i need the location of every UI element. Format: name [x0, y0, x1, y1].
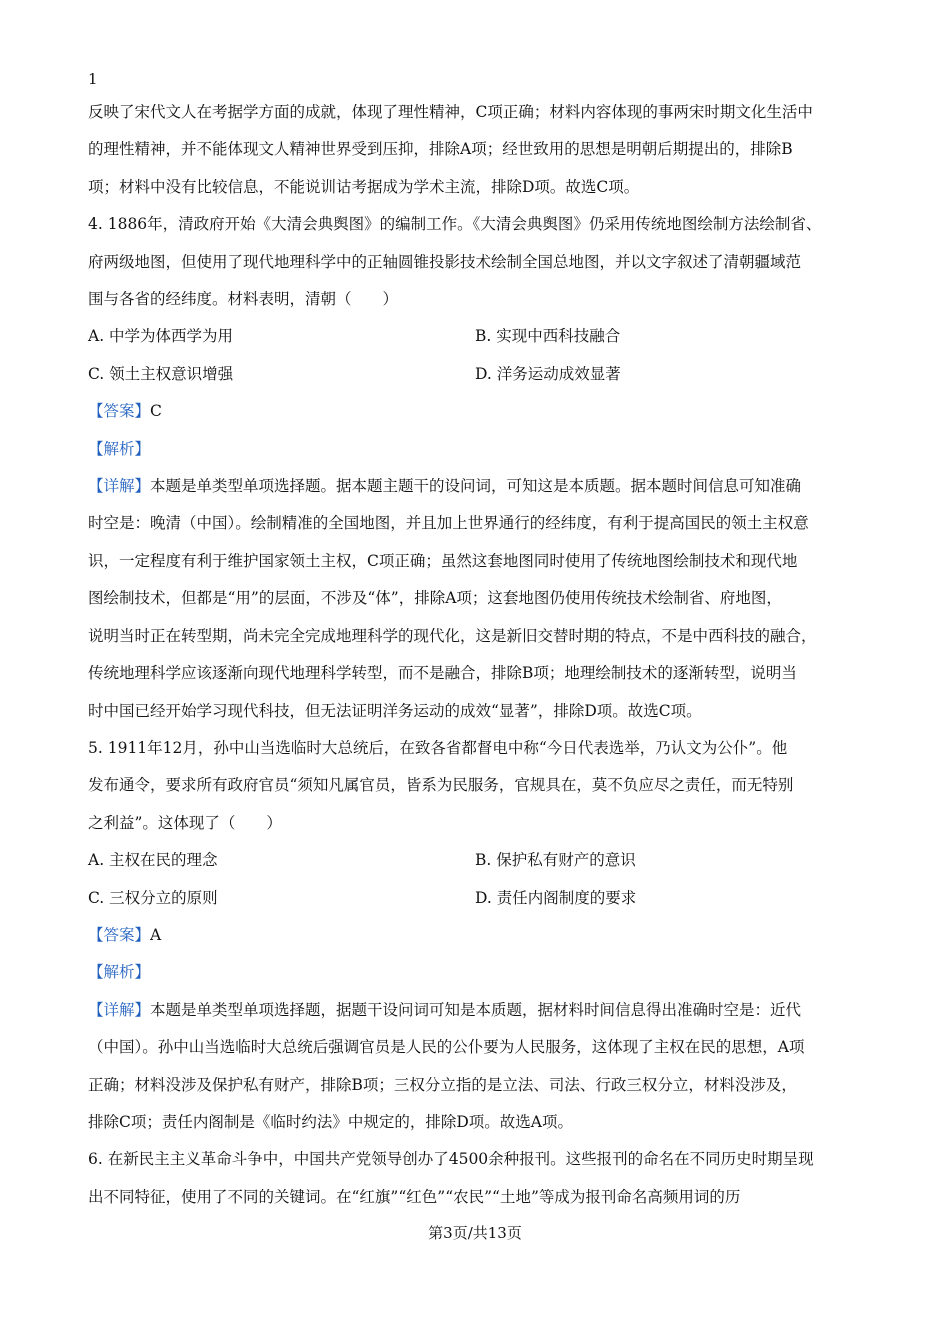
q5-options-row-2 — [88, 880, 868, 917]
answer-value: C — [150, 402, 162, 421]
q5-detail-line: 排除C项；责任内阁制是《临时约法》中规定的，排除D项。故选A项。 — [88, 1112, 573, 1131]
q3-analysis-line: 反映了宋代文人在考据学方面的成就，体现了理性精神，C项正确；材料内容体现的事两宋时期文化生活中 — [88, 103, 813, 121]
q6-stem-line: 出不同特征，使用了不同的关键词。在“红旗”“红色”“农民”“土地”等成为报刊命名高频用词的历 — [88, 1187, 741, 1206]
analysis-tag: 【解析】 — [88, 439, 151, 458]
answer-tag: 【答案】 — [88, 925, 151, 944]
q5-option-d: D. 责任内阁制度的要求 — [475, 888, 637, 907]
q4-options-row-2 — [88, 356, 868, 393]
detail-text: 本题是单类型单项选择题。据本题主题干的设问词，可知这是本质题。据本题时间信息可知准确 — [150, 477, 802, 496]
q4-options-row-1 — [88, 318, 868, 355]
q5-analysis-heading — [88, 954, 868, 991]
q4-analysis-heading — [88, 431, 868, 468]
answer-tag: 【答案】 — [88, 402, 151, 421]
page-marker: 1 — [88, 70, 98, 88]
q5-detail-line — [88, 992, 868, 1029]
q3-analysis-line: 的理性精神，并不能体现文人精神世界受到压抑，排除A项；经世致用的思想是明朝后期提出的，排除B — [88, 140, 793, 159]
q4-detail-line: 说明当时正在转型期，尚未完全完成地理科学的现代化，这是新旧交替时期的特点，不是中西科技的融合， — [88, 626, 817, 645]
q3-analysis-line: 项；材料中没有比较信息，不能说训诂考据成为学术主流，排除D项。故选C项。 — [88, 177, 640, 196]
q6-stem-line: 6. 在新民主主义革命斗争中，中国共产党领导创办了4500余种报刊。这些报刊的命名在不同历史时期呈现 — [88, 1150, 814, 1169]
q5-option-b: B. 保护私有财产的意识 — [475, 851, 636, 870]
q4-option-a: A. 中学为体西学为用 — [88, 327, 234, 346]
q4-detail-line — [88, 468, 868, 505]
q4-detail-line: 识，一定程度有利于维护国家领土主权，C项正确；虽然这套地图同时使用了传统地图绘制技术和现代地 — [88, 551, 798, 570]
q5-stem-line: 之利益”。这体现了（ ） — [88, 813, 282, 832]
analysis-tag: 【解析】 — [88, 963, 151, 982]
q5-option-c: C. 三权分立的原则 — [88, 888, 218, 907]
q4-stem-line: 府两级地图，但使用了现代地理科学中的正轴圆锥投影技术绘制全国总地图，并以文字叙述了清朝疆域范 — [88, 252, 802, 271]
q5-detail-line: （中国）。孙中山当选临时大总统后强调官员是人民的公仆要为人民服务，这体现了主权在民的思想，A项 — [88, 1038, 805, 1057]
q5-answer — [88, 917, 868, 954]
answer-value: A — [150, 925, 162, 944]
q4-option-c: C. 领土主权意识增强 — [88, 364, 234, 383]
detail-text: 本题是单类型单项选择题，据题干设问词可知是本质题，据材料时间信息得出准确时空是：近代 — [150, 1000, 802, 1019]
q4-detail-line: 时中国已经开始学习现代科技，但无法证明洋务运动的成效“显著”，排除D项。故选C项。 — [88, 701, 702, 720]
q5-stem-line: 发布通令，要求所有政府官员“须知凡属官员，皆系为民服务，官规具在，莫不负应尽之责任，而无特别 — [88, 776, 794, 795]
q5-detail-line: 正确；材料没涉及保护私有财产，排除B项；三权分立指的是立法、司法、行政三权分立，材料没涉及， — [88, 1075, 797, 1094]
q5-stem-line: 5. 1911年12月，孙中山当选临时大总统后，在致各省都督电中称“今日代表选举，乃认文为公仆”。他 — [88, 738, 788, 757]
q4-stem-line: 围与各省的经纬度。材料表明，清朝（ ） — [88, 290, 399, 309]
q4-option-d: D. 洋务运动成效显著 — [475, 364, 621, 383]
document-body — [88, 94, 868, 1216]
q4-detail-line: 时空是：晚清（中国）。绘制精准的全国地图，并且加上世界通行的经纬度，有利于提高国民的领土主权意 — [88, 514, 809, 533]
q4-detail-line: 传统地理科学应该逐渐向现代地理科学转型，而不是融合，排除B项；地理绘制技术的逐渐转型，说明当 — [88, 664, 797, 683]
q4-detail-line: 图绘制技术，但都是“用”的层面，不涉及“体”，排除A项；这套地图仍使用传统技术绘制省、府地图， — [88, 589, 782, 608]
q5-options-row-1 — [88, 842, 868, 879]
q5-option-a: A. 主权在民的理念 — [88, 851, 218, 870]
q4-stem-line: 4. 1886年，清政府开始《大清会典舆图》的编制工作。《大清会典舆图》仍采用传统地图绘制方法绘制省、 — [88, 215, 822, 234]
detail-tag: 【详解】 — [88, 477, 151, 496]
q4-answer — [88, 393, 868, 430]
q4-option-b: B. 实现中西科技融合 — [475, 327, 621, 346]
page-footer: 第3页/共13页 — [428, 1224, 522, 1242]
detail-tag: 【详解】 — [88, 1000, 151, 1019]
